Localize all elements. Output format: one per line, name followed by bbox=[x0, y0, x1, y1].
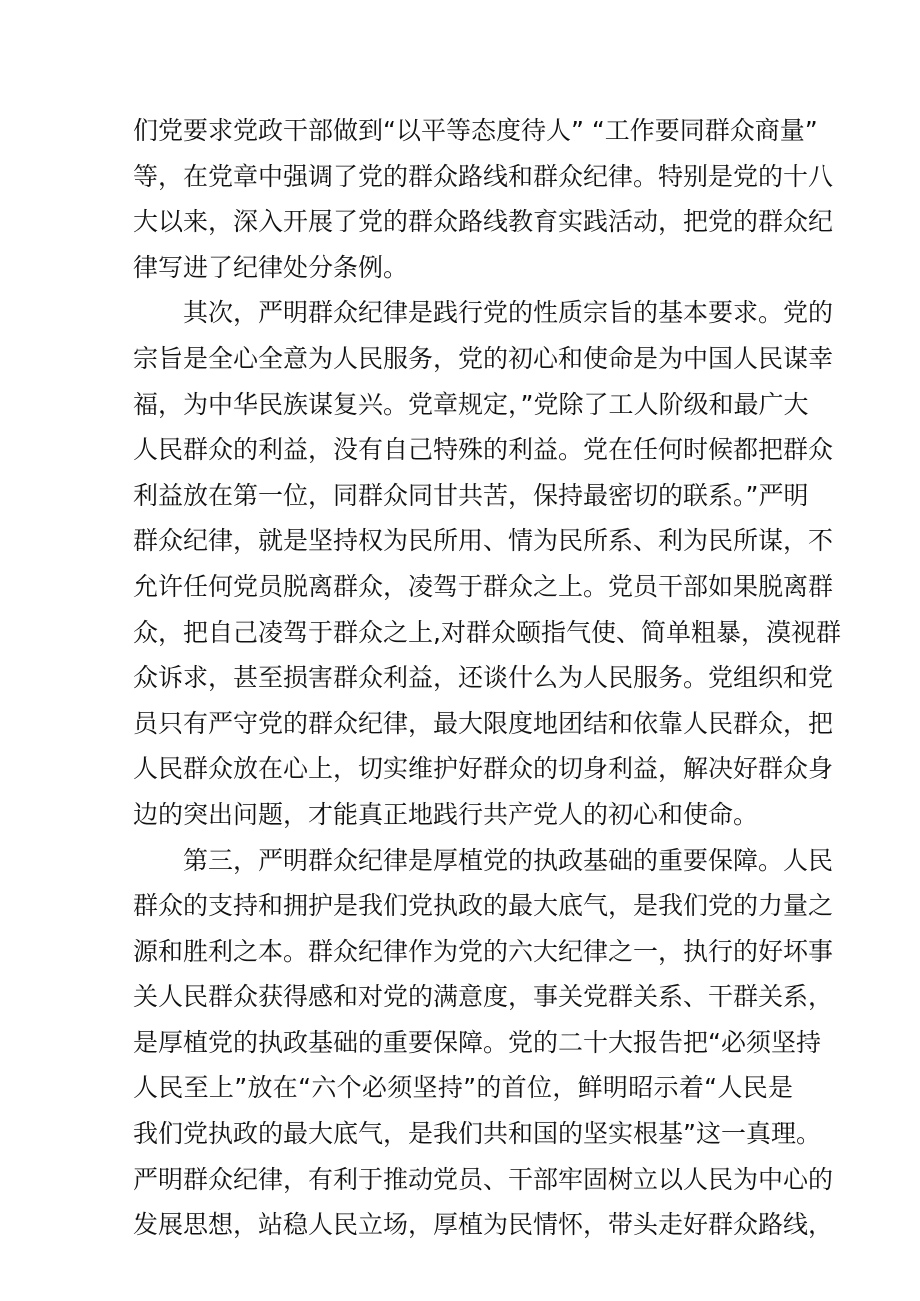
text-line: 利益放在第一位，同群众同甘共苦，保持最密切的联系。”严明 bbox=[133, 480, 809, 510]
text-line: 员只有严守党的群众纪律，最大限度地团结和依靠人民群众，把 bbox=[133, 708, 834, 738]
text-line: 源和胜利之本。群众纪律作为党的六大纪律之一，执行的好坏事 bbox=[133, 936, 834, 966]
text-line: 宗旨是全心全意为人民服务，党的初心和使命是为中国人民谋幸 bbox=[133, 343, 834, 373]
paragraph-end-line: 律写进了纪律处分条例。 bbox=[133, 252, 409, 282]
document-body bbox=[133, 108, 841, 1248]
text-line: 人民群众放在心上，切实维护好群众的切身利益，解决好群众身 bbox=[133, 754, 834, 784]
text-line: 发展思想，站稳人民立场，厚植为民情怀，带头走好群众路线， bbox=[133, 1210, 834, 1240]
text-line: 是厚植党的执政基础的重要保障。党的二十大报告把“必须坚持 bbox=[133, 1027, 821, 1057]
text-line: 允许任何党员脱离群众，凌驾于群众之上。党员干部如果脱离群 bbox=[133, 571, 834, 601]
text-line: 人民至上”放在“六个必须坚持”的首位，鲜明昭示着“人民是 bbox=[133, 1073, 793, 1103]
text-line: 关人民群众获得感和对党的满意度，事关党群关系、干群关系， bbox=[133, 982, 834, 1012]
text-line: 群众纪律，就是坚持权为民所用、情为民所系、利为民所谋，不 bbox=[133, 526, 834, 556]
paragraph-end-line: 边的突出问题，才能真正地践行共产党人的初心和使命。 bbox=[133, 799, 759, 829]
text-line: 群众的支持和拥护是我们党执政的最大底气，是我们党的力量之 bbox=[133, 891, 834, 921]
text-line: 等，在党章中强调了党的群众路线和群众纪律。特别是党的十八 bbox=[133, 161, 834, 191]
text-line: 众，把自己凌驾于群众之上,对群众颐指气使、简单粗暴，漠视群 bbox=[133, 617, 841, 647]
text-line: 福，为中华民族谋复兴。党章规定，”党除了工人阶级和最广大 bbox=[133, 389, 809, 419]
text-line: 众诉求，甚至损害群众利益，还谈什么为人民服务。党组织和党 bbox=[133, 663, 834, 693]
paragraph-first-line: 其次，严明群众纪律是践行党的性质宗旨的基本要求。党的 bbox=[183, 298, 834, 328]
text-line: 严明群众纪律，有利于推动党员、干部牢固树立以人民为中心的 bbox=[133, 1164, 834, 1194]
paragraph-first-line: 第三，严明群众纪律是厚植党的执政基础的重要保障。人民 bbox=[183, 845, 834, 875]
text-line: 们党要求党政干部做到“以平等态度待人” “工作要同群众商量” bbox=[133, 116, 818, 145]
text-line: 我们党执政的最大底气，是我们共和国的坚实根基”这一真理。 bbox=[133, 1119, 821, 1149]
text-line: 大以来，深入开展了党的群众路线教育实践活动，把党的群众纪 bbox=[133, 207, 834, 237]
text-line: 人民群众的利益，没有自己特殊的利益。党在任何时候都把群众 bbox=[133, 435, 834, 465]
